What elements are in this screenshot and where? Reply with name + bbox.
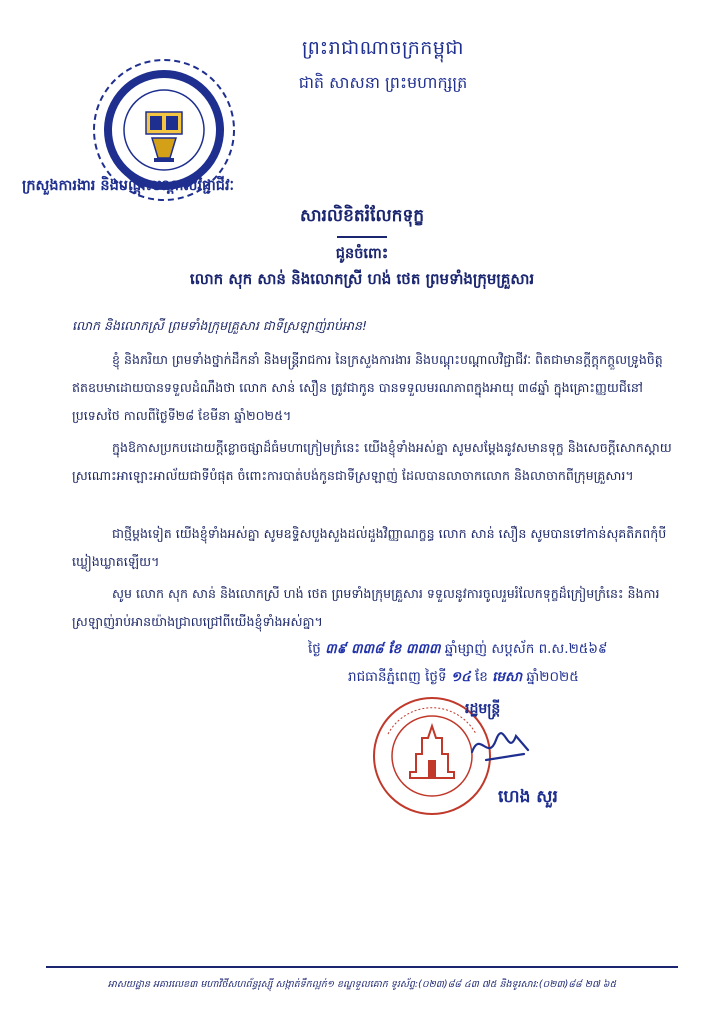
solar-month-label: ខែ — [474, 669, 488, 685]
paragraph-3 — [72, 520, 672, 576]
lunar-date — [308, 640, 607, 660]
minister-title: រដ្ឋមន្ត្រី — [465, 701, 501, 717]
paragraph-2-text: ក្នុងឱកាសប្រកបដោយក្តីខ្លោចផ្សាដ៏ធំមហាក្រៀមក្រំនេះ យើងខ្ញុំទាំងអស់គ្នា សូមសម្តែងនូវសមានទុក្ខ និងសេចក្តីសោកស្តាយស្រណោះអាឡោះអាល័យជាទីបំផុត ចំពោះការបាត់បង់កូនជាទីស្រឡាញ់ ដែលបានលាចាកលោក និងលាចាកពីក្រុមគ្រួសារ។ — [72, 440, 672, 483]
document-title: សារលិខិតរំលែកទុក្ខ — [299, 206, 425, 226]
national-motto: ជាតិ សាសនា ព្រះមហាក្សត្រ — [298, 73, 468, 92]
kingdom-header — [268, 36, 498, 96]
lunar-date-suffix: ឆ្នាំម្សាញ់ សប្តស័ក ព.ស.២៥៦៩ — [444, 641, 608, 657]
footer-divider — [46, 966, 678, 968]
solar-month: មេសា — [492, 669, 523, 685]
title-divider — [337, 236, 387, 238]
lunar-date-handwritten: ៣៩ ៣៣៨ ខែ ៣៣៣ — [325, 641, 441, 657]
solar-date-prefix: រាជធានីភ្នំពេញ ថ្ងៃទី — [348, 669, 447, 685]
paragraph-1-text: ខ្ញុំ និងភរិយា ព្រមទាំងថ្នាក់ដឹកនាំ និងមន្ត្រីរាជការ នៃក្រសួងការងារ និងបណ្តុះបណ្តាលវិជ្ជាជីវៈ ពិតជាមានក្តីក្តុកក្តួលទ្រូងចិត្តឥតឧបមាដោយបានទទួលដំណឹងថា លោក សាន់ សឿន ត្រូវជាកូន បានទទួលមរណភាពក្នុងអាយុ ៣៨ឆ្នាំ ក្នុងគ្រោះញ្ញយជីនៅប្រទេសថៃ កាលពីថ្ងៃទី២៨ ខែមីនា ឆ្នាំ២០២៥។ — [72, 352, 663, 423]
solar-date-suffix: ឆ្នាំ២០២៥ — [526, 669, 579, 685]
solar-day: ១៤ — [450, 669, 471, 685]
paragraph-1 — [72, 346, 672, 430]
to-label: ជូនចំពោះ — [335, 246, 389, 262]
paragraph-4-text: សូម លោក សុក សាន់ និងលោកស្រី ហង់ ថេត ព្រមទាំងក្រុមគ្រួសារ ទទួលនូវការចូលរួមរំលែកទុក្ខដ៏ក្រៀមក្រំនេះ និងការស្រឡាញ់រាប់អានយ៉ាងជ្រាលជ្រៅពីយើងខ្ញុំទាំងអស់គ្នា។ — [72, 586, 660, 629]
handwritten-signature — [466, 722, 536, 770]
lunar-date-prefix: ថ្ងៃ — [308, 641, 321, 657]
footer-address: អាសយដ្ឋាន អគារលេខ៣ មហាវិថីសហព័ន្ធរុស្ស៊ី សង្កាត់ទឹកល្អក់១ ខណ្ឌទួលគោក ទូរស័ព្ទ:(០២៣)៨៨ ៤៣ ៧៥ និងទូរសារ:(០២៣)៨៨ ២៧ ៦៥ — [107, 979, 617, 990]
recipients: លោក សុក សាន់ និងលោកស្រី ហង់ ថេត ព្រមទាំងក្រុមគ្រួសារ — [189, 270, 535, 288]
paragraph-3-text: ជាថ្មីម្តងទៀត យើងខ្ញុំទាំងអស់គ្នា សូមឧទ្ទិសបួងសួងដល់ដួងវិញ្ញាណក្ខន្ធ លោក សាន់ សឿន សូមបានទៅកាន់សុគតិភពកុំបីឃ្លៀងឃ្លាតឡើយ។ — [72, 526, 667, 569]
greeting-text: លោក និងលោកស្រី ព្រមទាំងក្រុមគ្រួសារ ជាទីស្រឡាញ់រាប់អាន! — [72, 318, 368, 333]
minister-name: ហេង សួរ — [498, 787, 558, 807]
paragraph-2 — [72, 434, 672, 490]
solar-date — [348, 668, 579, 688]
kingdom-title: ព្រះរាជាណាចក្រកម្ពុជា — [302, 37, 464, 59]
paragraph-4 — [72, 580, 672, 636]
greeting — [72, 312, 672, 340]
ministry-name: ក្រសួងការងារ និងបណ្តុះបណ្តាលវិជ្ជាជីវៈ — [22, 178, 235, 194]
